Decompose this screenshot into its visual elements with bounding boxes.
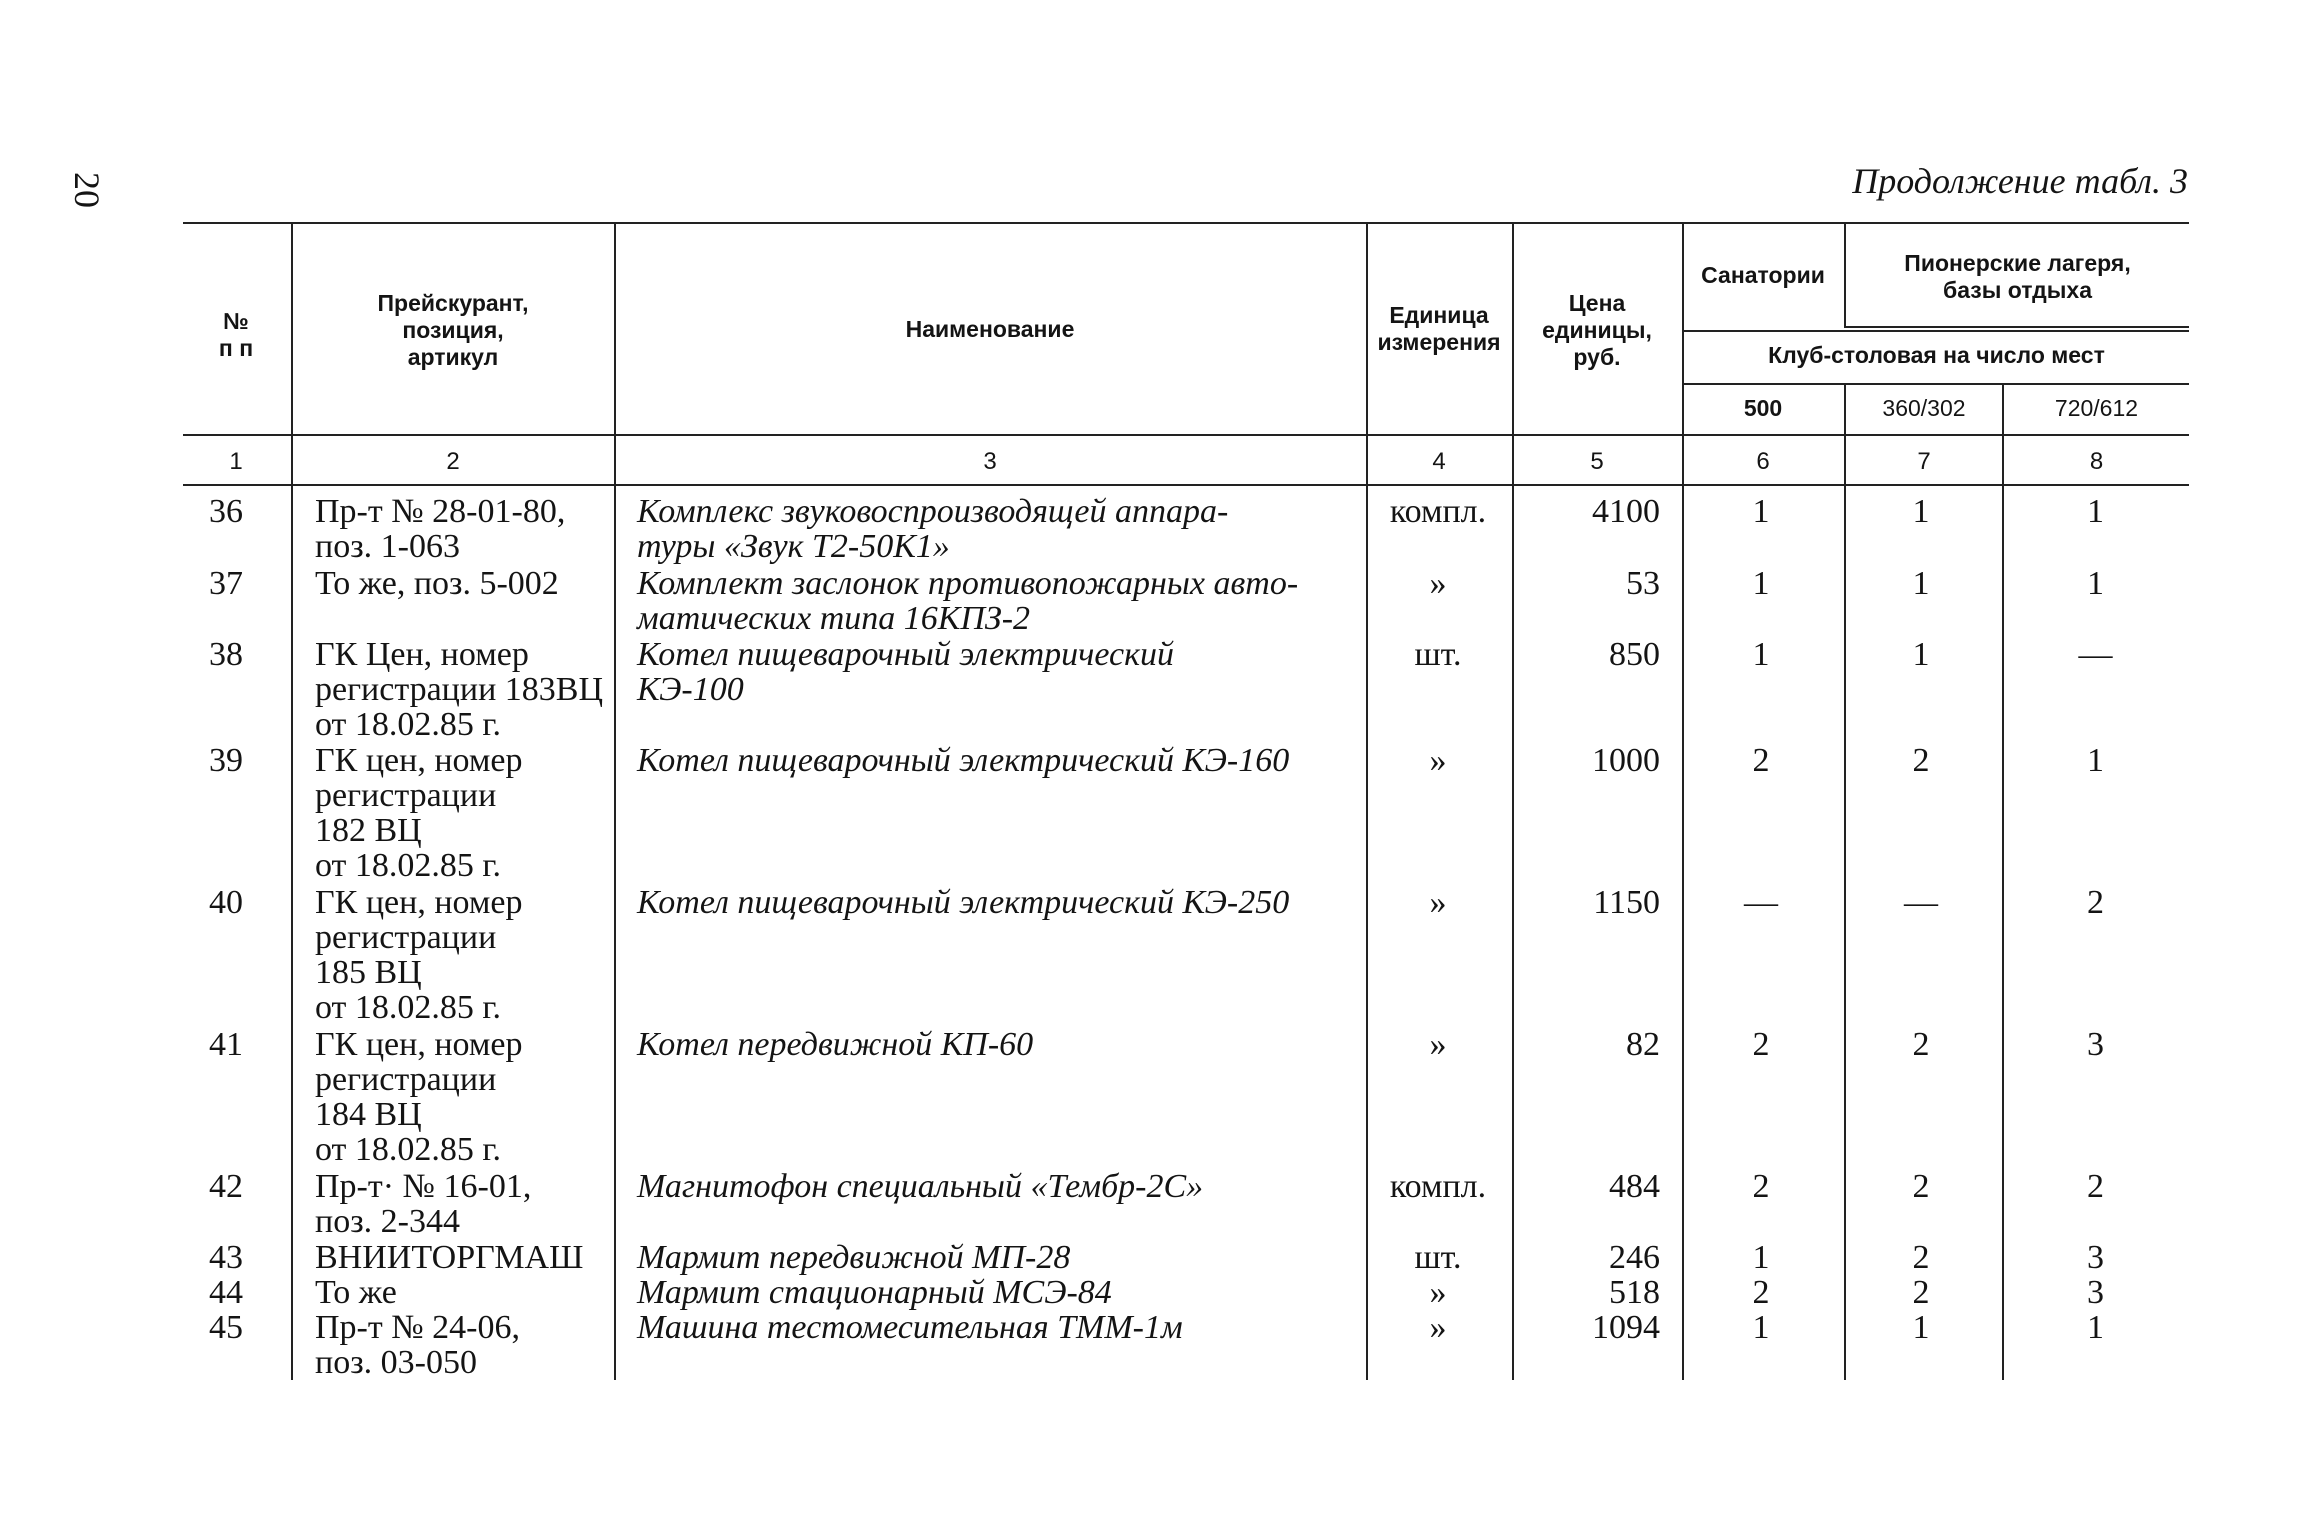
row-qty-8: 3 — [2087, 1274, 2104, 1311]
row-ref: Пр-т № 24-06, поз. 03-050 — [315, 1309, 520, 1381]
header-name: Наименование — [905, 316, 1075, 342]
row-name: Магнитофон специальный «Тембр-2С» — [637, 1168, 1204, 1205]
row-qty-7: 2 — [1912, 742, 1930, 779]
club-bottom-rule — [1682, 383, 2189, 385]
row-price: 850 — [1609, 636, 1660, 673]
row-num: 36 — [209, 493, 243, 530]
row-qty-8: 2 — [2087, 1168, 2104, 1205]
row-num: 43 — [209, 1239, 243, 1276]
row-qty-6: 1 — [1752, 1309, 1770, 1346]
row-qty-6: 2 — [1752, 1026, 1770, 1063]
row-name: Котел пищеварочный электрический КЭ-160 — [637, 742, 1290, 779]
pioneer-rule — [1844, 326, 2189, 328]
row-qty-7: 1 — [1912, 1309, 1930, 1346]
row-num: 44 — [209, 1274, 243, 1311]
header-cap-6: 500 — [1743, 395, 1783, 421]
row-unit: » — [1429, 1026, 1447, 1063]
row-ref: ВНИИТОРГМАШ — [315, 1239, 584, 1276]
row-qty-6: — — [1744, 884, 1778, 921]
row-qty-7: 2 — [1912, 1168, 1930, 1205]
row-unit: » — [1429, 1274, 1447, 1311]
row-ref: Пр-т № 28-01-80, поз. 1-063 — [315, 493, 566, 565]
row-name: Мармит передвижной МП-28 — [637, 1239, 1071, 1276]
row-price: 518 — [1609, 1274, 1660, 1311]
row-qty-8: 1 — [2087, 1309, 2104, 1346]
vline-3 — [1366, 222, 1368, 1380]
row-qty-6: 1 — [1752, 493, 1770, 530]
row-name: Комплекс звуковоспроизводящей аппара- туры «Звук Т2-50К1» — [637, 493, 1229, 565]
row-price: 1094 — [1592, 1309, 1660, 1346]
row-num: 41 — [209, 1026, 243, 1063]
row-ref: ГК Цен, номер регистрации 183ВЦ от 18.02.85 г. — [315, 636, 604, 743]
row-qty-8: 1 — [2087, 742, 2104, 779]
row-unit: » — [1429, 1309, 1447, 1346]
header-cap-7: 360/302 — [1882, 395, 1966, 421]
row-qty-7: 1 — [1912, 565, 1930, 602]
row-name: Котел пищеварочный электрический КЭ-250 — [637, 884, 1290, 921]
row-price: 484 — [1609, 1168, 1660, 1205]
col-number: 5 — [1590, 448, 1604, 475]
row-ref: ГК цен, номер регистрации 184 ВЦ от 18.02.85 г. — [315, 1026, 523, 1168]
row-price: 1000 — [1592, 742, 1660, 779]
col-number: 7 — [1917, 448, 1931, 475]
vline-6 — [1844, 383, 1846, 1380]
row-name: Котел передвижной КП-60 — [637, 1026, 1034, 1063]
col-number: 8 — [2089, 448, 2104, 475]
row-qty-7: 2 — [1912, 1239, 1930, 1276]
table-caption: Продолжение табл. 3 — [1852, 161, 2188, 201]
row-qty-7: 2 — [1912, 1026, 1930, 1063]
row-ref: Пр-т· № 16-01, поз. 2-344 — [315, 1168, 532, 1240]
vline-7 — [2002, 383, 2004, 1380]
header-club: Клуб-столовая на число мест — [1768, 342, 2105, 368]
row-name: Мармит стационарный МСЭ-84 — [637, 1274, 1112, 1311]
row-qty-6: 2 — [1752, 1274, 1770, 1311]
col-number: 1 — [229, 448, 243, 475]
header-pioneer: Пионерские лагеря, базы отдыха — [1904, 250, 2131, 303]
header-bottom-rule — [183, 434, 2189, 436]
header-unit: Единица измерения — [1377, 302, 1501, 355]
vline-1 — [291, 222, 293, 1380]
row-qty-6: 2 — [1752, 742, 1770, 779]
header-sanatorii: Санатории — [1701, 262, 1825, 288]
row-unit: компл. — [1389, 493, 1487, 530]
col-number-rule — [183, 484, 2189, 486]
row-ref: То же — [315, 1274, 397, 1311]
vline-2 — [614, 222, 616, 1380]
row-num: 38 — [209, 636, 243, 673]
table-top-rule — [183, 222, 2189, 224]
row-num: 42 — [209, 1168, 243, 1205]
header-num: № п п — [218, 308, 254, 361]
row-unit: » — [1429, 742, 1447, 779]
row-qty-6: 1 — [1752, 636, 1770, 673]
row-price: 4100 — [1592, 493, 1660, 530]
row-unit: » — [1429, 565, 1447, 602]
row-name: Комплект заслонок противопожарных авто- матических типа 16КПЗ-2 — [637, 565, 1299, 637]
row-qty-8: 1 — [2087, 565, 2104, 602]
club-top-rule — [1682, 330, 2189, 332]
row-name: Котел пищеварочный электрический КЭ-100 — [637, 636, 1175, 708]
row-qty-8: — — [2078, 636, 2113, 673]
vline-4 — [1512, 222, 1514, 1380]
row-unit: шт. — [1414, 1239, 1462, 1276]
row-name: Машина тестомесительная ТММ-1м — [637, 1309, 1183, 1346]
row-ref: ГК цен, номер регистрации 182 ВЦ от 18.02.85 г. — [315, 742, 523, 884]
col-number: 2 — [446, 448, 460, 475]
row-ref: ГК цен, номер регистрации 185 ВЦ от 18.02.85 г. — [315, 884, 523, 1026]
row-qty-7: 1 — [1912, 493, 1930, 530]
header-cap-8: 720/612 — [2054, 395, 2139, 421]
row-qty-8: 3 — [2087, 1026, 2104, 1063]
row-num: 37 — [209, 565, 243, 602]
col-number: 4 — [1432, 448, 1446, 475]
row-num: 39 — [209, 742, 243, 779]
page-number: 20 — [67, 172, 107, 208]
row-qty-7: 1 — [1912, 636, 1930, 673]
row-qty-7: 2 — [1912, 1274, 1930, 1311]
row-qty-8: 3 — [2087, 1239, 2104, 1276]
col-number: 6 — [1756, 448, 1770, 475]
row-qty-7: — — [1904, 884, 1938, 921]
row-qty-6: 1 — [1752, 565, 1770, 602]
row-unit: компл. — [1389, 1168, 1487, 1205]
row-price: 82 — [1626, 1026, 1660, 1063]
row-qty-8: 2 — [2087, 884, 2104, 921]
header-ref: Прейскурант, позиция, артикул — [377, 290, 529, 370]
row-price: 246 — [1609, 1239, 1660, 1276]
row-price: 1150 — [1593, 884, 1660, 921]
row-ref: То же, поз. 5-002 — [315, 565, 559, 602]
col-number: 3 — [983, 448, 997, 475]
row-qty-6: 1 — [1752, 1239, 1770, 1276]
header-price: Цена единицы, руб. — [1542, 290, 1652, 370]
row-num: 40 — [209, 884, 243, 921]
row-unit: шт. — [1414, 636, 1462, 673]
row-qty-6: 2 — [1752, 1168, 1770, 1205]
row-price: 53 — [1626, 565, 1660, 602]
row-qty-8: 1 — [2087, 493, 2104, 530]
row-num: 45 — [209, 1309, 243, 1346]
row-unit: » — [1429, 884, 1447, 921]
